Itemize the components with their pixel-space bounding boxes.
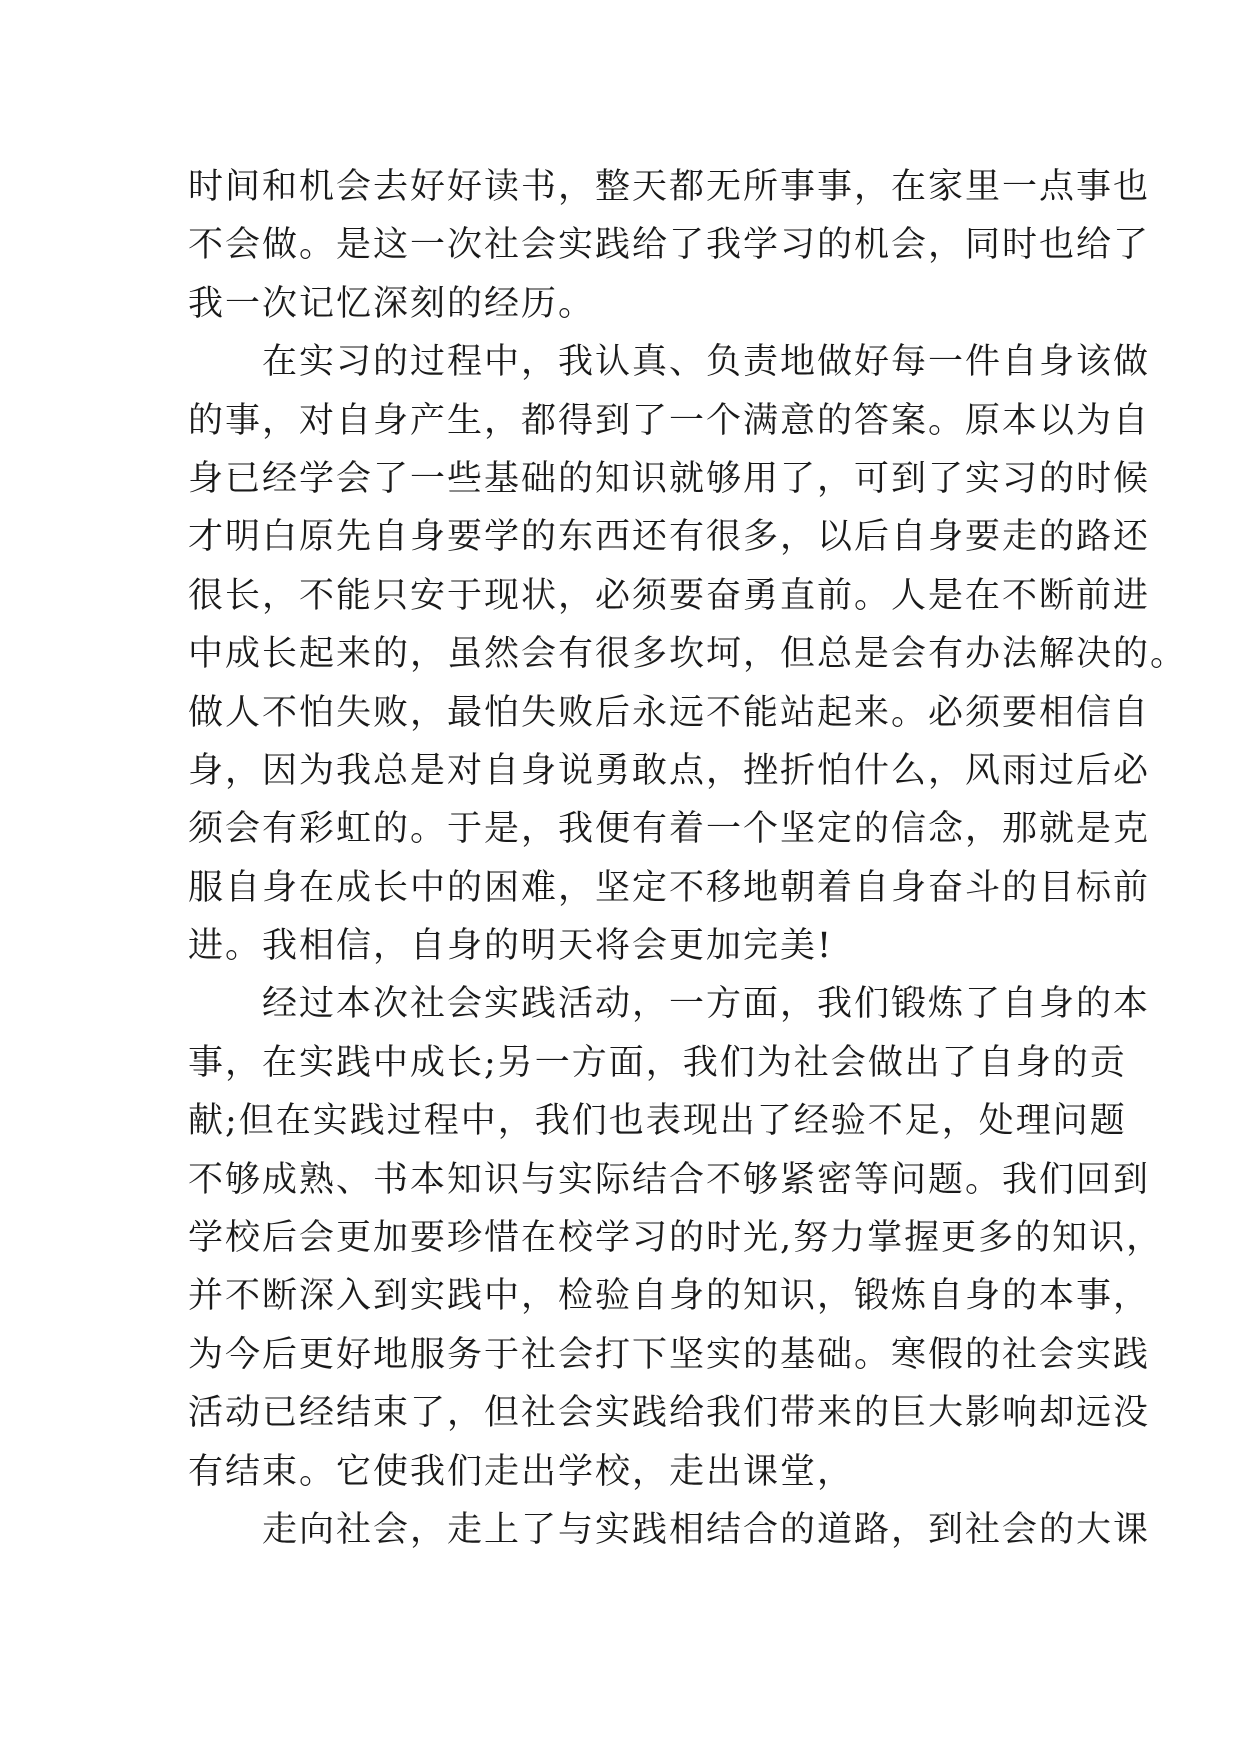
text-line-5: 的事，对自身产生，都得到了一个满意的答案。原本以为自 bbox=[188, 400, 1151, 441]
text-line-1: 时间和机会去好好读书，整天都无所事事，在家里一点事也 bbox=[188, 167, 1151, 207]
text-line-15: 经过本次社会实践活动，一方面，我们锻炼了自身的本 bbox=[188, 984, 1151, 1025]
text-line-17: 献;但在实践过程中，我们也表现出了经验不足，处理问题 bbox=[188, 1101, 1127, 1142]
text-line-6: 身已经学会了一些基础的知识就够用了，可到了实习的时候 bbox=[188, 458, 1151, 499]
text-line-11: 身，因为我总是对自身说勇敢点，挫折怕什么，风雨过后必 bbox=[188, 750, 1151, 791]
body-text bbox=[188, 158, 1188, 1559]
text-line-20: 并不断深入到实践中，检验自身的知识，锻炼自身的本事， bbox=[188, 1276, 1151, 1317]
text-line-3: 我一次记忆深刻的经历。 bbox=[188, 283, 596, 324]
text-line-21: 为今后更好地服务于社会打下坚实的基础。寒假的社会实践 bbox=[188, 1334, 1151, 1375]
text-line-19: 学校后会更加要珍惜在校学习的时光,努力掌握更多的知识， bbox=[188, 1218, 1164, 1259]
text-line-22: 活动已经结束了，但社会实践给我们带来的巨大影响却远没 bbox=[188, 1393, 1151, 1434]
text-line-10: 做人不怕失败，最怕失败后永远不能站起来。必须要相信自 bbox=[188, 692, 1151, 733]
text-line-7: 才明白原先自身要学的东西还有很多，以后自身要走的路还 bbox=[188, 517, 1151, 558]
text-line-13: 服自身在成长中的困难，坚定不移地朝着自身奋斗的目标前 bbox=[188, 867, 1151, 908]
text-line-23: 有结束。它使我们走出学校，走出课堂， bbox=[188, 1451, 855, 1492]
text-line-2: 不会做。是这一次社会实践给了我学习的机会，同时也给了 bbox=[188, 225, 1151, 266]
text-line-16: 事，在实践中成长;另一方面，我们为社会做出了自身的贡 bbox=[188, 1042, 1127, 1083]
text-line-14: 进。我相信，自身的明天将会更加完美! bbox=[188, 926, 834, 967]
text-line-8: 很长，不能只安于现状，必须要奋勇直前。人是在不断前进 bbox=[188, 575, 1151, 616]
text-line-4: 在实习的过程中，我认真、负责地做好每一件自身该做 bbox=[188, 342, 1151, 383]
text-line-24: 走向社会，走上了与实践相结合的道路，到社会的大课 bbox=[188, 1509, 1151, 1550]
text-line-9: 中成长起来的，虽然会有很多坎坷，但总是会有办法解决的。 bbox=[188, 634, 1188, 675]
text-line-18: 不够成熟、书本知识与实际结合不够紧密等问题。我们回到 bbox=[188, 1159, 1151, 1200]
text-line-12: 须会有彩虹的。于是，我便有着一个坚定的信念，那就是克 bbox=[188, 809, 1151, 850]
